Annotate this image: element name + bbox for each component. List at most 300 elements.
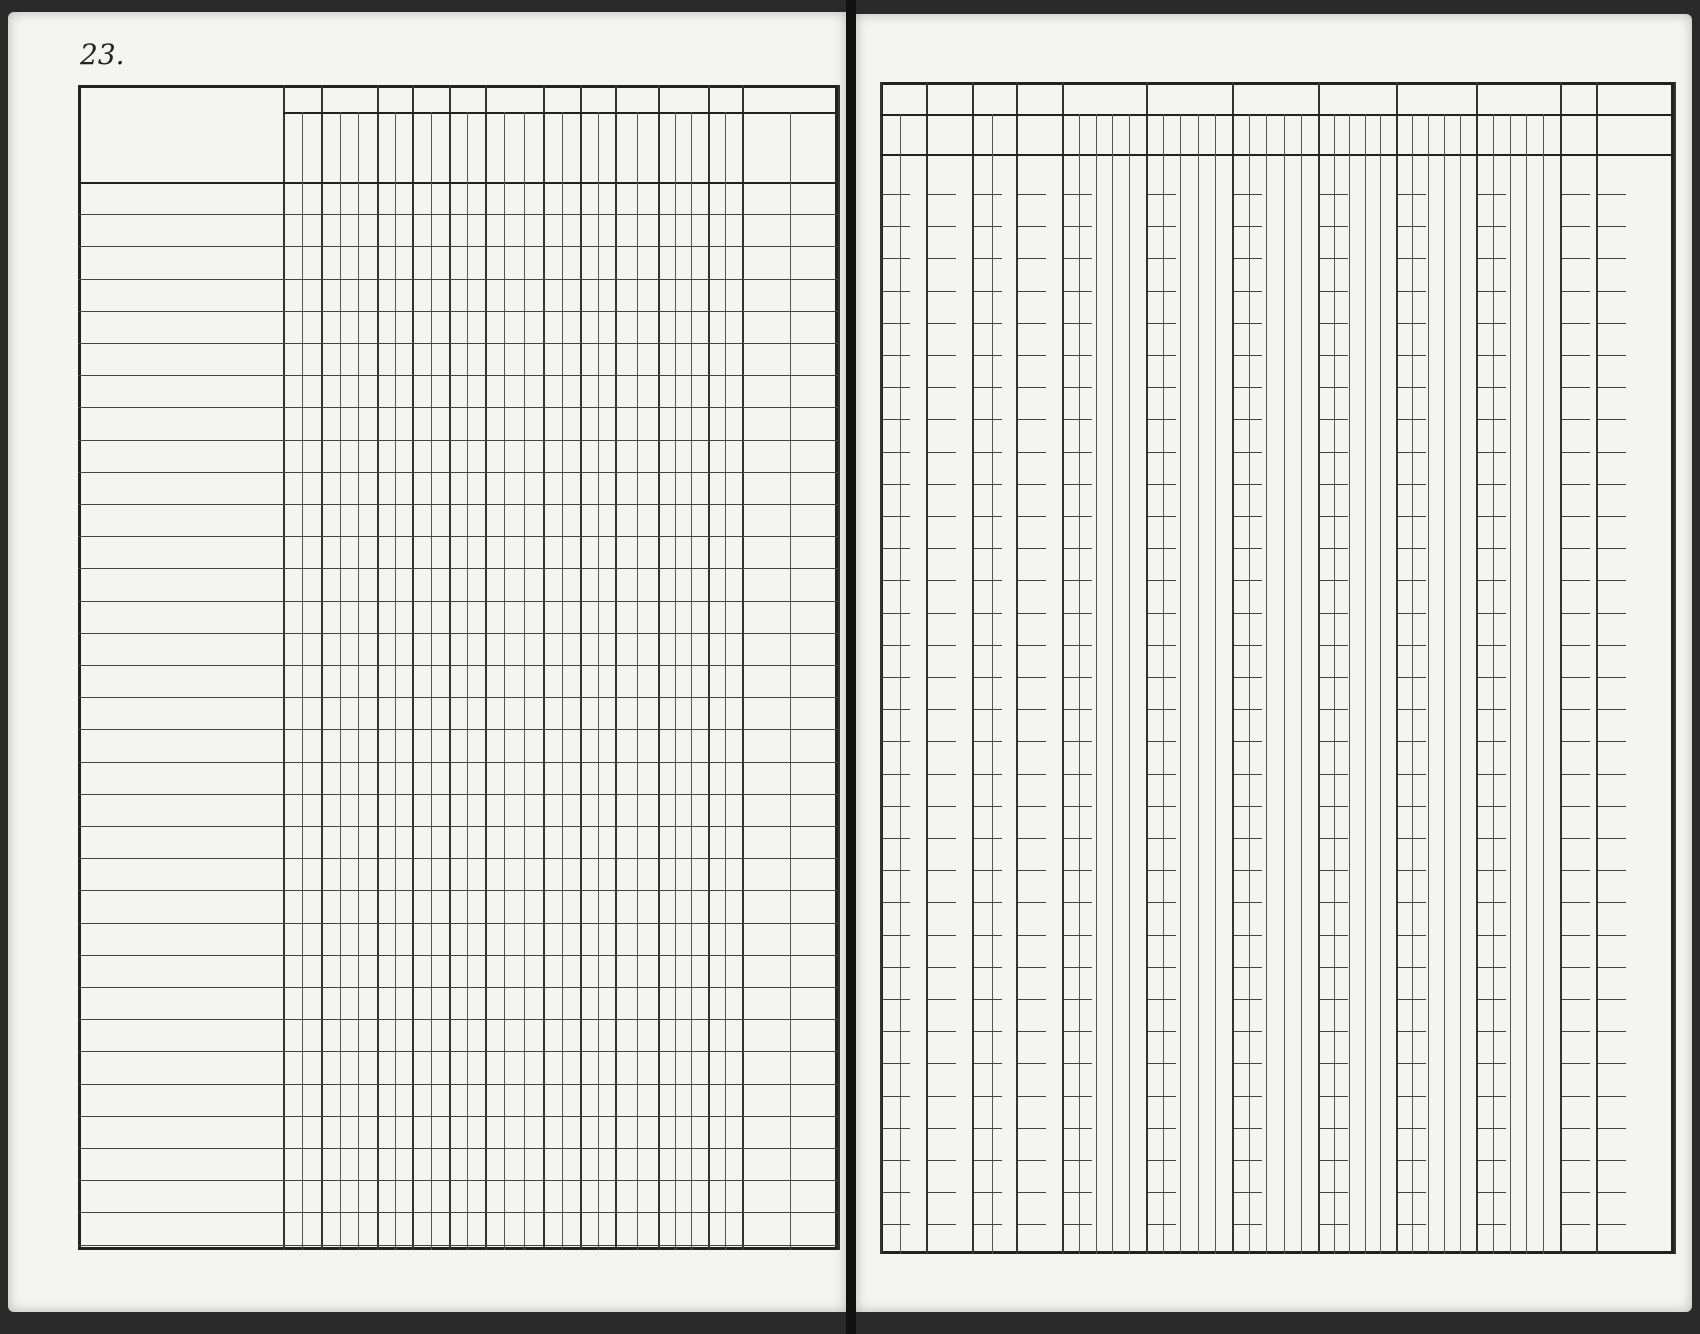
row-tick (1398, 258, 1426, 259)
row-tick (1562, 613, 1590, 614)
row-tick (1562, 516, 1590, 517)
column-divider (485, 85, 487, 1250)
row-tick (882, 419, 910, 420)
row-tick (1018, 516, 1046, 517)
row-tick (974, 677, 1002, 678)
row-tick (974, 935, 1002, 936)
row-tick (882, 1031, 910, 1032)
row-tick (1320, 1096, 1348, 1097)
row-tick (1064, 516, 1092, 517)
sub-column-divider (1510, 114, 1511, 1254)
row-tick (1598, 1224, 1626, 1225)
row-tick (928, 741, 956, 742)
row-tick (974, 387, 1002, 388)
row-tick (1320, 580, 1348, 581)
row-tick (1320, 709, 1348, 710)
row-rule (78, 504, 838, 505)
row-tick (974, 774, 1002, 775)
row-tick (1478, 1160, 1506, 1161)
row-tick (928, 194, 956, 195)
row-tick (1398, 1160, 1426, 1161)
row-tick (1398, 902, 1426, 903)
row-tick (1598, 387, 1626, 388)
row-tick (928, 677, 956, 678)
row-tick (1064, 935, 1092, 936)
row-tick (1562, 355, 1590, 356)
row-tick (1148, 709, 1176, 710)
row-tick (1478, 323, 1506, 324)
row-tick (1562, 291, 1590, 292)
row-tick (1234, 709, 1262, 710)
row-tick (928, 516, 956, 517)
row-tick (882, 1096, 910, 1097)
row-tick (1562, 1063, 1590, 1064)
row-tick (1320, 999, 1348, 1000)
row-tick (1064, 709, 1092, 710)
row-tick (1562, 1224, 1590, 1225)
row-tick (928, 1192, 956, 1193)
row-tick (1018, 194, 1046, 195)
row-tick (1478, 709, 1506, 710)
row-tick (1064, 452, 1092, 453)
row-tick (1148, 323, 1176, 324)
row-tick (1148, 355, 1176, 356)
row-tick (1562, 548, 1590, 549)
row-rule (78, 858, 838, 859)
row-tick (1234, 1192, 1262, 1193)
row-rule (78, 794, 838, 795)
row-tick (1598, 1096, 1626, 1097)
row-tick (1320, 323, 1348, 324)
row-tick (1320, 645, 1348, 646)
row-tick (1320, 1128, 1348, 1129)
row-tick (1234, 774, 1262, 775)
row-tick (1018, 709, 1046, 710)
row-tick (1234, 902, 1262, 903)
row-tick (1148, 516, 1176, 517)
row-tick (1598, 935, 1626, 936)
row-tick (928, 1063, 956, 1064)
row-tick (882, 355, 910, 356)
row-tick (1234, 613, 1262, 614)
row-tick (974, 967, 1002, 968)
row-tick (1562, 741, 1590, 742)
sub-column-divider (431, 112, 432, 1250)
row-tick (928, 419, 956, 420)
column-divider (449, 85, 451, 1250)
row-tick (1148, 548, 1176, 549)
row-tick (1234, 645, 1262, 646)
row-tick (1478, 967, 1506, 968)
row-tick (1320, 838, 1348, 839)
row-tick (1234, 1063, 1262, 1064)
column-divider (615, 85, 617, 1250)
header-bottom-rule (880, 154, 1674, 156)
row-tick (974, 1063, 1002, 1064)
row-rule (78, 987, 838, 988)
row-tick (1478, 1031, 1506, 1032)
row-tick (974, 516, 1002, 517)
sub-column-divider (395, 112, 396, 1250)
row-tick (974, 1160, 1002, 1161)
row-rule (78, 1084, 838, 1085)
row-tick (1320, 355, 1348, 356)
row-tick (1234, 323, 1262, 324)
row-tick (1562, 645, 1590, 646)
row-tick (1320, 902, 1348, 903)
row-tick (1562, 194, 1590, 195)
row-tick (1478, 902, 1506, 903)
row-tick (882, 677, 910, 678)
row-tick (1018, 355, 1046, 356)
row-tick (1598, 291, 1626, 292)
row-tick (1598, 677, 1626, 678)
row-tick (1398, 580, 1426, 581)
sub-column-divider (637, 112, 638, 1250)
row-tick (974, 1096, 1002, 1097)
row-rule (78, 955, 838, 956)
row-tick (1064, 1128, 1092, 1129)
sub-column-divider (1380, 114, 1381, 1254)
row-tick (882, 194, 910, 195)
sub-column-divider (1444, 114, 1445, 1254)
row-tick (1018, 387, 1046, 388)
row-tick (1064, 226, 1092, 227)
row-tick (1398, 613, 1426, 614)
row-tick (1148, 741, 1176, 742)
row-tick (1398, 194, 1426, 195)
row-tick (1148, 645, 1176, 646)
row-tick (1478, 226, 1506, 227)
book-gutter (846, 0, 856, 1334)
row-tick (928, 806, 956, 807)
left-register-frame (78, 85, 838, 1250)
row-tick (1598, 484, 1626, 485)
row-tick (1064, 741, 1092, 742)
row-tick (882, 516, 910, 517)
row-tick (1234, 967, 1262, 968)
row-tick (1064, 387, 1092, 388)
row-tick (1598, 1128, 1626, 1129)
row-tick (1148, 774, 1176, 775)
row-tick (1562, 1096, 1590, 1097)
row-tick (1562, 1128, 1590, 1129)
row-tick (928, 580, 956, 581)
row-tick (1018, 1063, 1046, 1064)
row-tick (1398, 1031, 1426, 1032)
row-tick (1064, 838, 1092, 839)
row-tick (1398, 870, 1426, 871)
row-tick (928, 1031, 956, 1032)
row-tick (1234, 1160, 1262, 1161)
row-tick (1018, 1031, 1046, 1032)
row-tick (1234, 291, 1262, 292)
row-tick (1148, 613, 1176, 614)
row-tick (882, 1192, 910, 1193)
row-tick (1562, 323, 1590, 324)
row-tick (1018, 999, 1046, 1000)
row-tick (1064, 1063, 1092, 1064)
row-tick (1562, 226, 1590, 227)
row-tick (1018, 838, 1046, 839)
sub-column-divider (1543, 114, 1544, 1254)
row-tick (1478, 387, 1506, 388)
row-tick (1398, 387, 1426, 388)
sub-column-divider (1301, 114, 1302, 1254)
row-tick (1148, 452, 1176, 453)
row-tick (1562, 452, 1590, 453)
row-tick (1398, 774, 1426, 775)
row-tick (974, 258, 1002, 259)
row-rule (78, 762, 838, 763)
row-tick (974, 580, 1002, 581)
row-rule (78, 407, 838, 408)
row-tick (1398, 484, 1426, 485)
row-tick (1398, 999, 1426, 1000)
row-tick (1018, 806, 1046, 807)
row-tick (1398, 419, 1426, 420)
row-tick (1234, 806, 1262, 807)
column-divider (377, 85, 379, 1250)
row-tick (1320, 226, 1348, 227)
row-tick (882, 741, 910, 742)
row-tick (1234, 580, 1262, 581)
row-tick (928, 355, 956, 356)
row-tick (1064, 548, 1092, 549)
row-tick (1148, 935, 1176, 936)
row-tick (1320, 419, 1348, 420)
left-page (8, 12, 846, 1312)
row-tick (1148, 967, 1176, 968)
row-tick (1234, 1031, 1262, 1032)
column-divider (838, 85, 840, 1250)
row-tick (1320, 741, 1348, 742)
sub-column-divider (1249, 114, 1250, 1254)
column-divider (742, 85, 744, 1250)
sub-column-divider (340, 112, 341, 1250)
row-tick (882, 258, 910, 259)
row-rule (78, 440, 838, 441)
row-tick (1398, 452, 1426, 453)
row-tick (1148, 258, 1176, 259)
row-tick (1398, 516, 1426, 517)
sub-column-divider (302, 112, 303, 1250)
row-tick (1478, 935, 1506, 936)
row-tick (882, 999, 910, 1000)
row-tick (928, 548, 956, 549)
row-tick (1562, 419, 1590, 420)
row-tick (1598, 419, 1626, 420)
sub-column-divider (1526, 114, 1527, 1254)
row-tick (1478, 1128, 1506, 1129)
row-tick (882, 580, 910, 581)
row-tick (1320, 194, 1348, 195)
row-rule (78, 826, 838, 827)
column-divider (412, 85, 414, 1250)
row-tick (882, 1063, 910, 1064)
row-tick (1234, 258, 1262, 259)
row-tick (1018, 419, 1046, 420)
row-tick (974, 548, 1002, 549)
row-tick (928, 967, 956, 968)
sub-column-divider (1365, 114, 1366, 1254)
row-tick (1598, 902, 1626, 903)
row-tick (1398, 226, 1426, 227)
row-tick (1478, 1096, 1506, 1097)
row-tick (1598, 452, 1626, 453)
row-tick (974, 1224, 1002, 1225)
sub-column-divider (1428, 114, 1429, 1254)
row-tick (1148, 1224, 1176, 1225)
sub-column-divider (1460, 114, 1461, 1254)
row-rule (78, 343, 838, 344)
row-tick (974, 1192, 1002, 1193)
row-tick (1562, 935, 1590, 936)
row-tick (1018, 645, 1046, 646)
row-rule (78, 472, 838, 473)
row-tick (882, 806, 910, 807)
row-tick (1478, 806, 1506, 807)
row-tick (1018, 323, 1046, 324)
row-tick (1148, 838, 1176, 839)
row-tick (1234, 677, 1262, 678)
row-rule (78, 1116, 838, 1117)
row-tick (1320, 291, 1348, 292)
row-tick (1064, 677, 1092, 678)
row-tick (882, 226, 910, 227)
row-rule (78, 890, 838, 891)
row-tick (1598, 194, 1626, 195)
sub-column-divider (504, 112, 505, 1250)
row-tick (1064, 1224, 1092, 1225)
row-tick (1398, 1128, 1426, 1129)
row-tick (1234, 484, 1262, 485)
row-tick (1320, 1192, 1348, 1193)
row-tick (974, 452, 1002, 453)
row-tick (1018, 967, 1046, 968)
row-tick (1478, 355, 1506, 356)
row-tick (1320, 774, 1348, 775)
row-tick (1598, 226, 1626, 227)
row-tick (1562, 999, 1590, 1000)
row-tick (1598, 870, 1626, 871)
row-rule (78, 536, 838, 537)
row-tick (1064, 484, 1092, 485)
header-rule (283, 112, 838, 114)
row-tick (1148, 419, 1176, 420)
row-tick (1478, 1063, 1506, 1064)
row-tick (1320, 806, 1348, 807)
row-tick (1148, 291, 1176, 292)
row-tick (1148, 1063, 1176, 1064)
row-tick (1148, 194, 1176, 195)
row-rule (78, 1019, 838, 1020)
column-divider (708, 85, 710, 1250)
row-tick (974, 194, 1002, 195)
row-tick (1064, 1096, 1092, 1097)
row-tick (1234, 935, 1262, 936)
row-tick (1562, 902, 1590, 903)
row-tick (1018, 258, 1046, 259)
column-divider (658, 85, 660, 1250)
row-tick (1148, 1192, 1176, 1193)
row-tick (1148, 226, 1176, 227)
row-tick (1478, 838, 1506, 839)
row-tick (1018, 1128, 1046, 1129)
row-rule (78, 375, 838, 376)
row-tick (1148, 806, 1176, 807)
header-rule (880, 114, 1674, 116)
row-tick (1562, 580, 1590, 581)
row-tick (1562, 967, 1590, 968)
row-tick (974, 806, 1002, 807)
row-tick (928, 323, 956, 324)
row-tick (882, 774, 910, 775)
row-tick (1562, 1031, 1590, 1032)
row-tick (974, 226, 1002, 227)
row-tick (882, 902, 910, 903)
row-tick (1018, 613, 1046, 614)
sub-column-divider (1334, 114, 1335, 1254)
row-tick (1398, 741, 1426, 742)
row-tick (882, 323, 910, 324)
row-tick (1064, 870, 1092, 871)
row-tick (1478, 677, 1506, 678)
row-tick (1478, 194, 1506, 195)
row-tick (1598, 580, 1626, 581)
sub-column-divider (467, 112, 468, 1250)
sub-column-divider (1493, 114, 1494, 1254)
row-tick (974, 1128, 1002, 1129)
row-tick (882, 387, 910, 388)
sub-column-divider (1349, 114, 1350, 1254)
row-rule (78, 246, 838, 247)
row-tick (1398, 838, 1426, 839)
row-tick (974, 613, 1002, 614)
row-rule (78, 214, 838, 215)
row-tick (882, 1128, 910, 1129)
row-tick (1598, 613, 1626, 614)
row-tick (1478, 774, 1506, 775)
sub-column-divider (725, 112, 726, 1250)
row-tick (1234, 419, 1262, 420)
sub-column-divider (691, 112, 692, 1250)
row-tick (1598, 999, 1626, 1000)
row-tick (1478, 870, 1506, 871)
row-tick (974, 419, 1002, 420)
row-tick (1148, 580, 1176, 581)
row-tick (1064, 291, 1092, 292)
row-tick (974, 355, 1002, 356)
row-tick (1478, 484, 1506, 485)
row-tick (1064, 419, 1092, 420)
row-tick (1598, 323, 1626, 324)
row-rule (78, 279, 838, 280)
row-tick (1018, 291, 1046, 292)
row-tick (1018, 484, 1046, 485)
row-tick (1478, 645, 1506, 646)
row-tick (1478, 452, 1506, 453)
row-tick (1064, 258, 1092, 259)
row-tick (1234, 1224, 1262, 1225)
row-tick (1234, 387, 1262, 388)
row-tick (1234, 452, 1262, 453)
row-tick (1018, 935, 1046, 936)
row-tick (1478, 580, 1506, 581)
row-tick (1234, 548, 1262, 549)
row-tick (1398, 1063, 1426, 1064)
row-tick (974, 870, 1002, 871)
